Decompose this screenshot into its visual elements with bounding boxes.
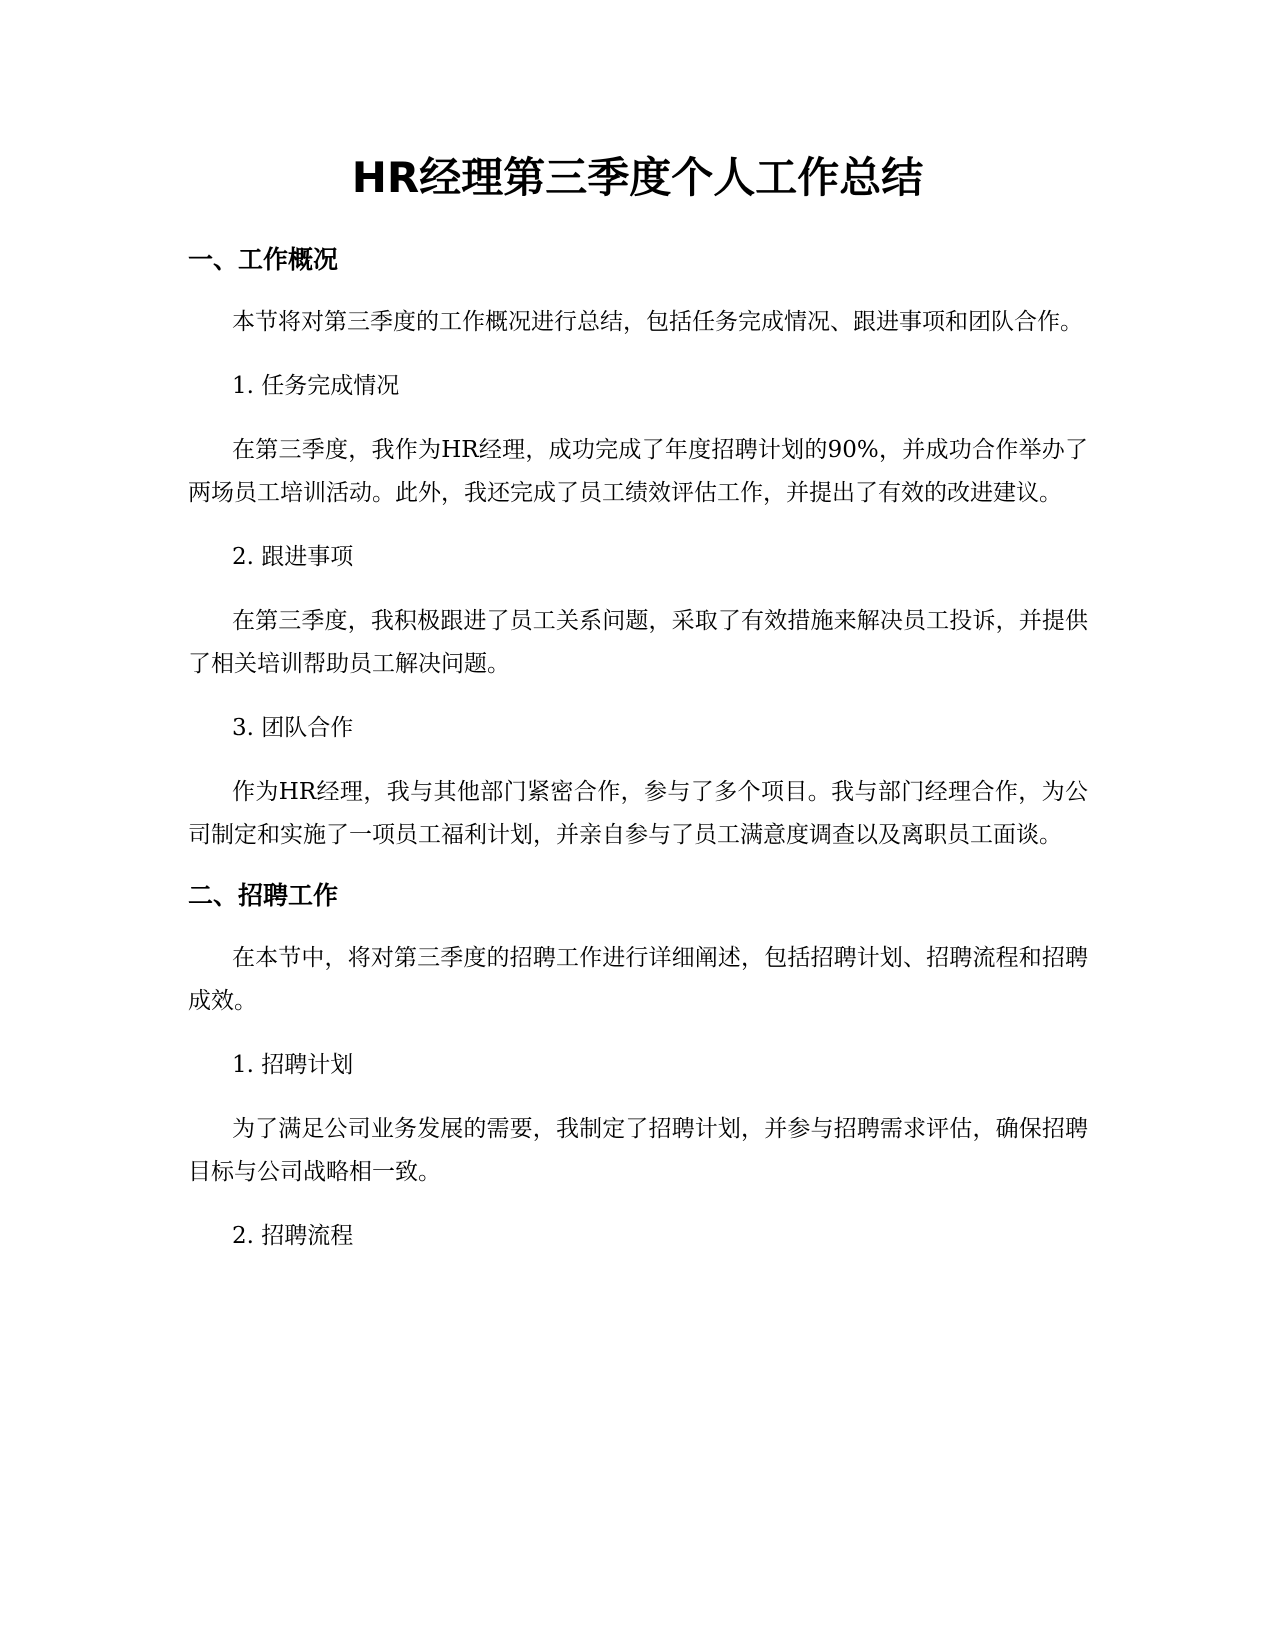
subsection-text: 在第三季度，我积极跟进了员工关系问题，采取了有效措施来解决员工投诉，并提供了相关培训帮助员工解决问题。: [188, 608, 1088, 677]
section-intro: 在本节中，将对第三季度的招聘工作进行详细阐述，包括招聘计划、招聘流程和招聘成效。: [188, 945, 1088, 1014]
subsection-text: 作为HR经理，我与其他部门紧密合作，参与了多个项目。我与部门经理合作，为公司制定和实施了一项员工福利计划，并亲自参与了员工满意度调查以及离职员工面谈。: [188, 779, 1088, 848]
section-intro: 本节将对第三季度的工作概况进行总结，包括任务完成情况、跟进事项和团队合作。: [232, 309, 1083, 335]
section-work-overview: [188, 242, 1088, 857]
document-title: HR经理第三季度个人工作总结: [351, 153, 924, 202]
subsection-heading: 3. 团队合作: [232, 715, 354, 741]
subsection-heading: 1. 任务完成情况: [232, 373, 400, 399]
section-heading: 二、招聘工作: [188, 881, 339, 910]
subsection-text: 为了满足公司业务发展的需要，我制定了招聘计划，并参与招聘需求评估，确保招聘目标与公司战略相一致。: [188, 1116, 1088, 1185]
document-body: [188, 242, 1088, 1279]
subsection-heading: 2. 跟进事项: [232, 544, 354, 570]
subsection-heading: 1. 招聘计划: [232, 1052, 354, 1078]
subsection-text: 在第三季度，我作为HR经理，成功完成了年度招聘计划的90%，并成功合作举办了两场员工培训活动。此外，我还完成了员工绩效评估工作，并提出了有效的改进建议。: [188, 437, 1088, 506]
section-heading: 一、工作概况: [188, 245, 339, 274]
section-recruitment: [188, 878, 1088, 1258]
subsection-heading: 2. 招聘流程: [232, 1223, 354, 1249]
